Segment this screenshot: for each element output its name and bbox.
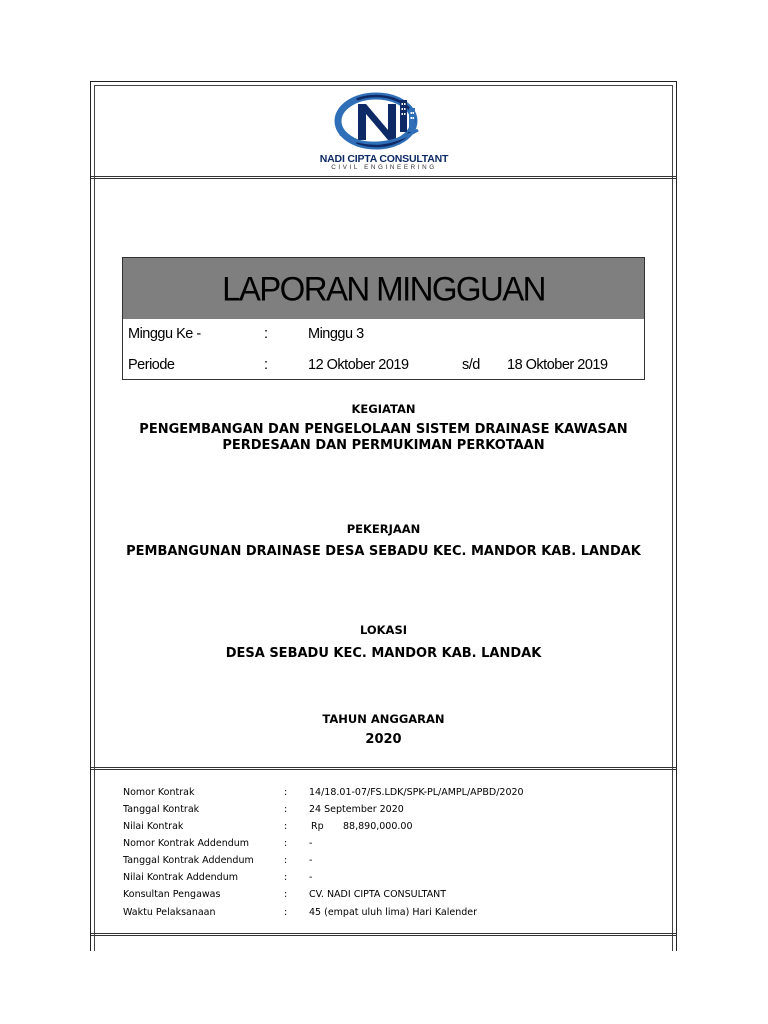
addendum-date-sep: :	[284, 855, 288, 866]
logo-emblem-icon	[300, 90, 468, 152]
week-separator: :	[264, 326, 268, 342]
duration-value: 45 (empat uluh lima) Hari Kalender	[309, 907, 478, 918]
title-bar	[123, 258, 644, 319]
contract-value-amount: 88,890,000.00	[343, 821, 413, 832]
contract-date-label: Tanggal Kontrak	[123, 804, 200, 815]
budget-year-value: 2020	[365, 732, 402, 747]
supervisor-value: CV. NADI CIPTA CONSULTANT	[309, 889, 447, 900]
contract-date-value: 24 September 2020	[309, 804, 404, 815]
company-logo	[300, 90, 468, 176]
contract-number-sep: :	[284, 787, 288, 798]
supervisor-label: Konsultan Pengawas	[123, 889, 221, 900]
logo-tagline: CIVIL ENGINEERING	[331, 164, 437, 171]
activity-line-2: PERDESAAN DAN PERMUKIMAN PERKOTAAN	[222, 438, 545, 453]
budget-year-label: TAHUN ANGGARAN	[322, 712, 445, 726]
contract-divider-top	[91, 767, 677, 770]
duration-sep: :	[284, 907, 288, 918]
addendum-number-label: Nomor Kontrak Addendum	[123, 838, 250, 849]
period-to: s/d	[462, 357, 480, 373]
duration-label: Waktu Pelaksanaan	[123, 907, 216, 918]
logo-company-name: NADI CIPTA CONSULTANT	[319, 153, 449, 165]
location-value: DESA SEBADU KEC. MANDOR KAB. LANDAK	[225, 646, 542, 661]
addendum-value-label: Nilai Kontrak Addendum	[123, 872, 238, 883]
work-label: PEKERJAAN	[346, 522, 421, 536]
activity-label: KEGIATAN	[351, 402, 416, 416]
header-divider	[91, 176, 677, 179]
addendum-value-value: -	[309, 872, 313, 883]
contract-number-value: 14/18.01-07/FS.LDK/SPK-PL/AMPL/APBD/2020	[309, 787, 524, 798]
addendum-value-sep: :	[284, 872, 288, 883]
period-separator: :	[264, 357, 268, 373]
contract-number-label: Nomor Kontrak	[123, 787, 195, 798]
contract-divider-bottom	[91, 933, 677, 936]
week-value: Minggu 3	[308, 326, 364, 342]
work-value: PEMBANGUNAN DRAINASE DESA SEBADU KEC. MANDOR KAB. LANDAK	[126, 544, 641, 559]
report-title-box	[122, 257, 645, 380]
activity-line-1: PENGEMBANGAN DAN PENGELOLAAN SISTEM DRAINASE KAWASAN	[139, 422, 628, 437]
contract-value-sep: :	[284, 821, 288, 832]
supervisor-sep: :	[284, 889, 288, 900]
contract-value-currency: Rp	[311, 821, 324, 832]
addendum-number-sep: :	[284, 838, 288, 849]
contract-date-sep: :	[284, 804, 288, 815]
report-title: LAPORAN MINGGUAN	[222, 268, 545, 308]
location-label: LOKASI	[359, 623, 408, 637]
week-label: Minggu Ke -	[128, 326, 201, 342]
period-end: 18 Oktober 2019	[507, 357, 608, 373]
addendum-number-value: -	[309, 838, 313, 849]
period-label: Periode	[128, 357, 175, 373]
addendum-date-label: Tanggal Kontrak Addendum	[123, 855, 254, 866]
period-start: 12 Oktober 2019	[308, 357, 409, 373]
contract-value-label: Nilai Kontrak	[123, 821, 184, 832]
addendum-date-value: -	[309, 855, 313, 866]
